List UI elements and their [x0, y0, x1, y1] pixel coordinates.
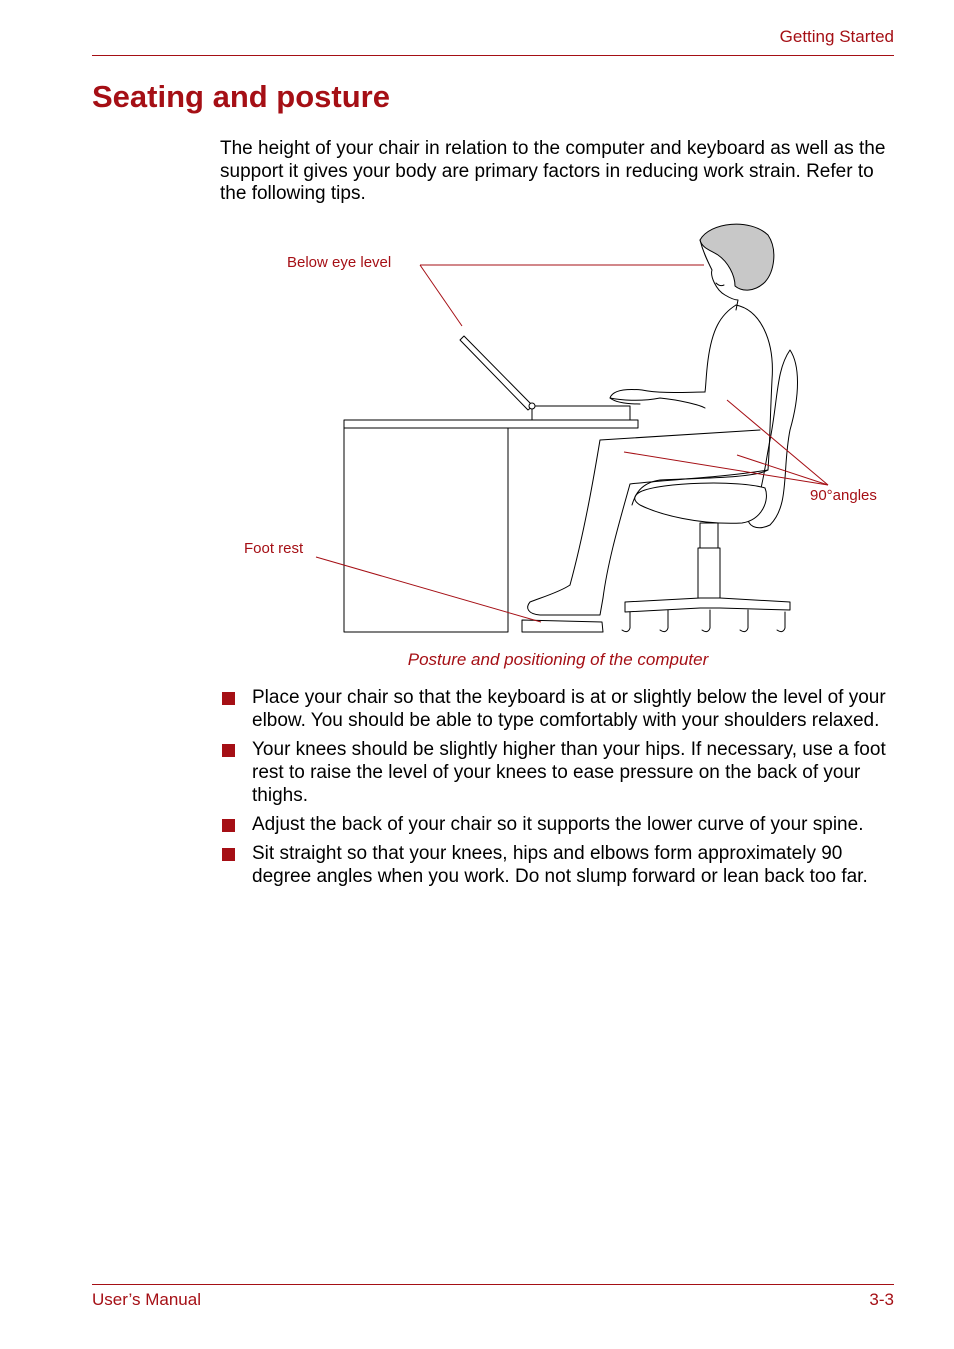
- list-item: [220, 739, 900, 807]
- list-item: [220, 814, 900, 837]
- posture-illustration: [240, 215, 900, 645]
- square-bullet-icon: [222, 692, 235, 705]
- laptop: [460, 336, 630, 420]
- square-bullet-icon: [222, 848, 235, 861]
- square-bullet-icon: [222, 744, 235, 757]
- square-bullet-icon: [222, 819, 235, 832]
- tips-list: [220, 687, 900, 895]
- list-item: [220, 843, 900, 889]
- intro-paragraph: The height of your chair in relation to the computer and keyboard as well as the support it gives your body are primary factors in reducing work strain. Refer to the following tips.: [220, 138, 886, 204]
- tip-text: Adjust the back of your chair so it supports the lower curve of your spine.: [252, 813, 864, 835]
- footer-page-number: 3-3: [869, 1290, 894, 1309]
- label-foot-rest: Foot rest: [244, 540, 304, 557]
- tip-text: Your knees should be slightly higher than your hips. If necessary, use a foot rest to raise the level of your knees to ease pressure on the back of your thighs.: [252, 739, 886, 806]
- foot-rest: [522, 620, 603, 632]
- list-item: [220, 687, 900, 733]
- tip-text: Sit straight so that your knees, hips and elbows form approximately 90 degree angles when you work. Do not slump forward or lean back too far.: [252, 843, 868, 888]
- header-rule: [92, 55, 894, 56]
- footer-rule: [92, 1284, 894, 1285]
- figure-caption: Posture and positioning of the computer: [407, 650, 709, 669]
- tip-text: Place your chair so that the keyboard is at or slightly below the level of your elbow. You should be able to type comfortably with your shoulders relaxed.: [252, 687, 886, 731]
- header-section-name: Getting Started: [779, 27, 894, 46]
- label-eye-level: Below eye level: [287, 254, 392, 271]
- label-90-angles: 90°angles: [810, 487, 877, 504]
- desk: [344, 420, 638, 632]
- page-title: Seating and posture: [92, 79, 390, 114]
- footer-manual-name: User’s Manual: [92, 1290, 201, 1309]
